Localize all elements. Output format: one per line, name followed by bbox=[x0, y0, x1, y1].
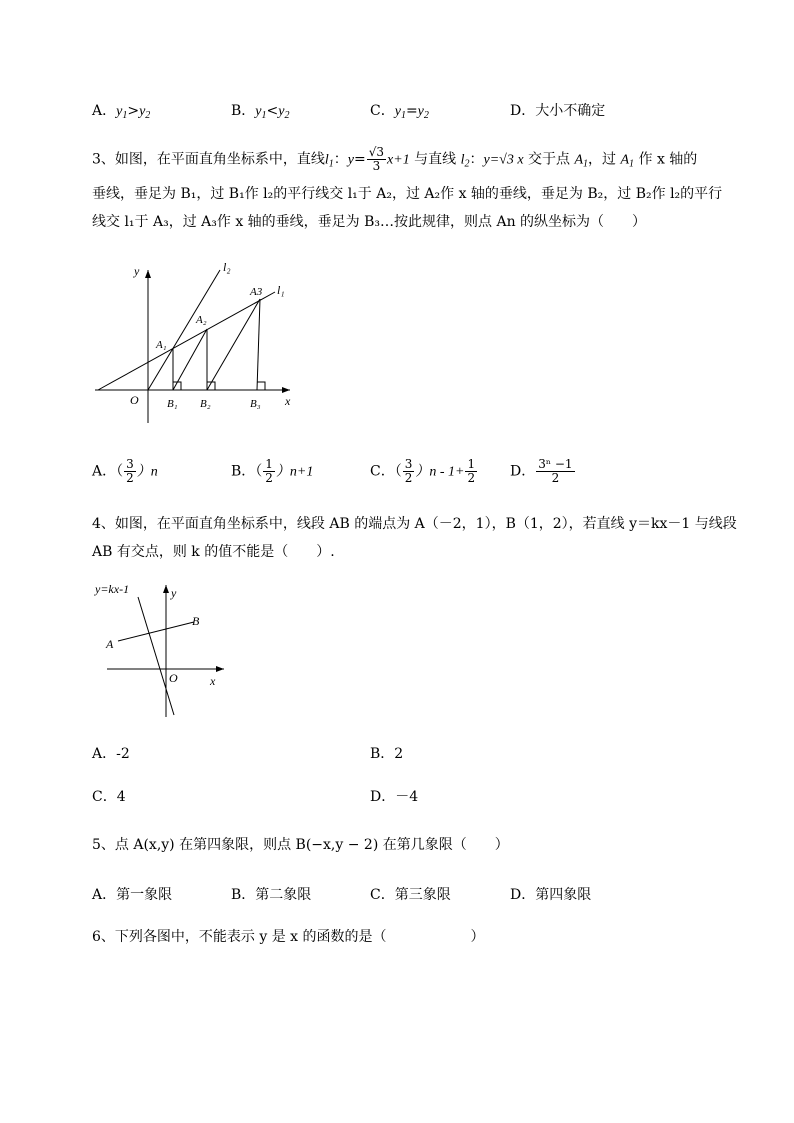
q5-option-d: D．第四象限 bbox=[510, 887, 592, 903]
q3-fig-label-o: O bbox=[130, 393, 139, 407]
q4-fig-label-b: B bbox=[192, 614, 200, 628]
q3-stem-line-3: 线交 l₁于 A₃，过 A₃作 x 轴的垂线，垂足为 B₃…按此规律，则点 An 的纵坐标为（ ） bbox=[92, 214, 647, 230]
q3-option-b: B．（ $\frac{1}{2}$ ）n+1 bbox=[231, 457, 314, 485]
q2-option-b: B．$y_1<y_2$ bbox=[231, 103, 290, 121]
q4-fig-label-o: O bbox=[169, 671, 178, 685]
q3-option-d: D． $\frac{\text{3ⁿ −1}}{2}$ bbox=[510, 457, 573, 485]
q4-stem-line-2: AB 有交点，则 k 的值不能是（ ）. bbox=[92, 544, 335, 560]
q3-stem-line-1: 3、如图，在平面直角坐标系中，直线$l_1$：y= $\frac{√3}{3}$ x+1 与直线 $l_2$：y=√3 x 交于点 $A_1$，过 $A_1$ 作 x 轴的 bbox=[92, 145, 698, 173]
q4-figure bbox=[92, 575, 232, 725]
q4-stem-line-1: 4、如图，在平面直角坐标系中，线段 AB 的端点为 A（－2，1），B（1，2），若直线 y＝kx－1 与线段 bbox=[92, 516, 737, 532]
q5-option-b: B．第二象限 bbox=[231, 887, 312, 903]
q3-fig-label-b1: B₁ bbox=[167, 398, 178, 410]
q3-fig-label-l2: l₂ bbox=[223, 260, 231, 274]
q3-fig-label-a1: A₁ bbox=[156, 339, 167, 351]
q5-stem: 5、点 A(x,y) 在第四象限，则点 B(−x,y − 2) 在第几象限（ ） bbox=[92, 837, 509, 853]
q3-option-a: A．（ $\frac{3}{2}$ ）n bbox=[92, 457, 158, 485]
q4-fig-label-eq: y=kx-1 bbox=[95, 582, 130, 596]
q4-option-d: D．－4 bbox=[370, 789, 419, 805]
q5-option-c: C．第三象限 bbox=[370, 887, 451, 903]
q2-option-a: A．$y_1>y_2$ bbox=[92, 103, 151, 121]
q3-fig-label-a2: A₂ bbox=[196, 314, 207, 326]
q4-fig-label-y: y bbox=[171, 586, 177, 600]
q3-fig-label-a3: A3 bbox=[250, 286, 263, 298]
q4-fig-label-a: A bbox=[106, 637, 114, 651]
q4-option-a: A．-2 bbox=[92, 746, 130, 762]
q3-fig-label-b2: B₂ bbox=[200, 398, 211, 410]
q4-fig-label-x: x bbox=[210, 674, 216, 688]
q4-option-b: B．2 bbox=[370, 746, 404, 762]
q3-fraction-sqrt3-over-3: $\frac{√3}{3}$ bbox=[368, 145, 385, 173]
q2-option-c: C．$y_1=y_2$ bbox=[370, 103, 429, 121]
q3-fig-label-l1: l₁ bbox=[277, 283, 285, 297]
q6-stem: 6、下列各图中，不能表示 y 是 x 的函数的是（ ） bbox=[92, 929, 485, 945]
q3-figure bbox=[90, 255, 300, 425]
q2-option-d: D．大小不确定 bbox=[510, 103, 606, 119]
q4-option-c: C．4 bbox=[92, 789, 126, 805]
q5-option-a: A．第一象限 bbox=[92, 887, 173, 903]
q3-fig-label-y: y bbox=[134, 264, 140, 278]
q3-fig-label-b3: B₃ bbox=[250, 398, 261, 410]
q3-option-c: C．（ $\frac{3}{2}$ ）n - 1+ $\frac{1}{2}$ bbox=[370, 457, 476, 485]
q3-stem-line-2: 垂线，垂足为 B₁，过 B₁作 l₂的平行线交 l₁于 A₂，过 A₂作 x 轴的垂线，垂足为 B₂，过 B₂作 l₂的平行 bbox=[92, 186, 723, 202]
q3-fig-label-x: x bbox=[285, 394, 291, 408]
